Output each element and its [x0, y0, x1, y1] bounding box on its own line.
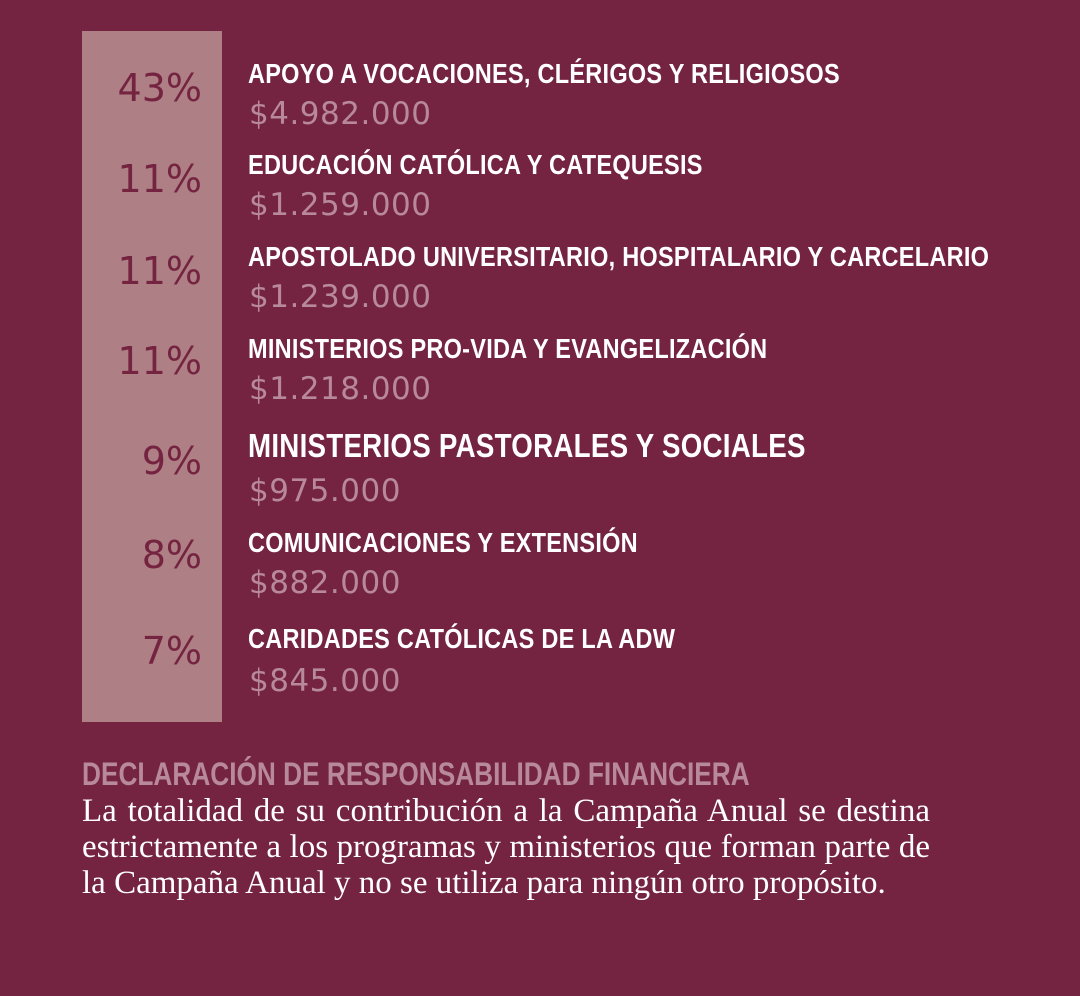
- declaration-text: La totalidad de su contribución a la Campaña Anual se destina estrictamente a los programas y ministerios que forman parte de la Campaña Anual y no se utiliza para ningún otro propósito.: [82, 793, 930, 901]
- allocation-row: [0, 333, 1080, 425]
- allocation-label: EDUCACIÓN CATÓLICA Y CATEQUESIS: [248, 149, 703, 180]
- allocation-label: APOSTOLADO UNIVERSITARIO, HOSPITALARIO Y CARCELARIO: [248, 241, 990, 272]
- allocation-label: APOYO A VOCACIONES, CLÉRIGOS Y RELIGIOSOS: [248, 58, 840, 89]
- allocation-row: [0, 623, 1080, 715]
- allocation-row: [0, 429, 1080, 521]
- allocation-label: COMUNICACIONES Y EXTENSIÓN: [248, 527, 638, 558]
- allocation-row: [0, 241, 1080, 333]
- allocation-percent: 11%: [117, 249, 202, 293]
- allocation-label: CARIDADES CATÓLICAS DE LA ADW: [248, 623, 676, 654]
- allocation-label: MINISTERIOS PASTORALES Y SOCIALES: [248, 427, 806, 464]
- allocation-percent: 9%: [141, 439, 202, 483]
- allocation-row: [0, 527, 1080, 619]
- allocation-percent: 43%: [117, 66, 202, 110]
- declaration-title: DECLARACIÓN DE RESPONSABILIDAD FINANCIERA: [82, 756, 750, 792]
- allocation-amount: $882.000: [249, 565, 401, 601]
- allocation-amount: $845.000: [249, 663, 401, 699]
- allocation-amount: $4.982.000: [249, 96, 432, 132]
- allocation-percent: 11%: [117, 339, 202, 383]
- allocation-percent: 7%: [141, 629, 202, 673]
- allocation-amount: $1.218.000: [249, 371, 432, 407]
- allocation-amount: $975.000: [249, 473, 401, 509]
- allocation-percent: 8%: [141, 533, 202, 577]
- allocation-row: [0, 58, 1080, 150]
- allocation-label: MINISTERIOS PRO-VIDA Y EVANGELIZACIÓN: [248, 333, 768, 364]
- allocation-amount: $1.259.000: [249, 187, 432, 223]
- allocation-row: [0, 149, 1080, 241]
- allocation-percent: 11%: [117, 157, 202, 201]
- allocation-amount: $1.239.000: [249, 279, 432, 315]
